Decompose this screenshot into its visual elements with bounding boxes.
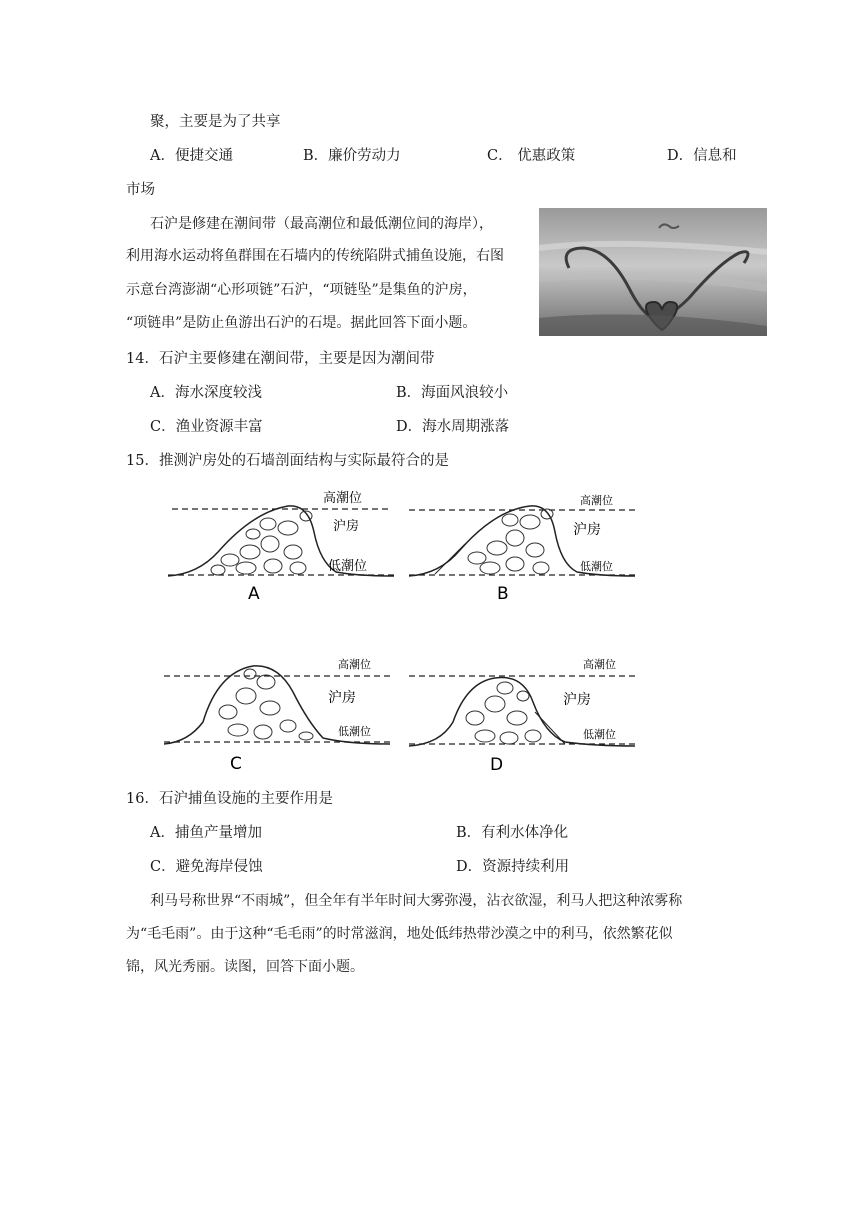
panel-letter-d: D: [490, 755, 504, 775]
house-label: 沪房: [328, 690, 356, 706]
high-tide-label: 高潮位: [580, 494, 613, 507]
q14-option-a: A．海水深度较浅: [150, 385, 262, 401]
intro-line: 示意台湾澎湖“心形项链”石沪，“项链坠”是集鱼的沪房，: [126, 282, 477, 298]
lima-line: 利马号称世界“不雨城”，但全年有半年时间大雾弥漫，沾衣欲湿，利马人把这种浓雾称: [150, 893, 683, 909]
lima-line: 锦，风光秀丽。读图，回答下面小题。: [126, 959, 364, 975]
option-a: A．便捷交通: [150, 148, 233, 164]
low-tide-label: 低潮位: [338, 725, 371, 738]
text-line: 聚，主要是为了共享: [150, 114, 281, 130]
intro-line: 利用海水运动将鱼群围在石墙内的传统陷阱式捕鱼设施，右图: [126, 248, 504, 264]
high-tide-label: 高潮位: [583, 658, 616, 671]
q14-option-d: D．海水周期涨落: [396, 419, 510, 435]
text-line: 市场: [126, 182, 155, 198]
panel-letter-b: B: [497, 584, 509, 604]
panel-letter-c: C: [230, 754, 242, 774]
low-tide-label: 低潮位: [328, 559, 368, 574]
stone-weir-photo: [539, 208, 767, 336]
house-label: 沪房: [573, 522, 601, 538]
question-14-stem: 14．石沪主要修建在潮间带，主要是因为潮间带: [126, 351, 435, 367]
q16-option-b: B．有利水体净化: [456, 825, 569, 841]
high-tide-label: 高潮位: [323, 491, 363, 506]
intro-line: “项链串”是防止鱼游出石沪的石堤。据此回答下面小题。: [126, 315, 477, 331]
option-c: C． 优惠政策: [487, 148, 576, 164]
q16-option-a: A．捕鱼产量增加: [150, 825, 262, 841]
panel-letter-a: A: [248, 584, 260, 604]
low-tide-label: 低潮位: [583, 728, 616, 741]
profile-diagram-c: [158, 652, 398, 777]
option-d: D．信息和: [667, 148, 737, 164]
profile-diagram-a: [158, 482, 398, 607]
high-tide-label: 高潮位: [338, 658, 371, 671]
intro-line: 石沪是修建在潮间带（最高潮位和最低潮位间的海岸），: [150, 216, 493, 232]
question-16-stem: 16．石沪捕鱼设施的主要作用是: [126, 791, 333, 807]
low-tide-label: 低潮位: [580, 560, 613, 573]
q14-option-b: B．海面风浪较小: [396, 385, 509, 401]
profile-diagram-d: [405, 652, 645, 777]
q14-option-c: C．渔业资源丰富: [150, 419, 263, 435]
house-label: 沪房: [563, 692, 591, 708]
q16-option-d: D．资源持续利用: [456, 859, 570, 875]
question-15-stem: 15．推测沪房处的石墙剖面结构与实际最符合的是: [126, 453, 449, 469]
option-b: B．廉价劳动力: [303, 148, 401, 164]
house-label: 沪房: [333, 519, 360, 534]
profile-diagram-b: [405, 482, 645, 607]
lima-line: 为“毛毛雨”。由于这种“毛毛雨”的时常滋润，地处低纬热带沙漠之中的利马，依然繁花似: [126, 926, 673, 942]
q16-option-c: C．避免海岸侵蚀: [150, 859, 263, 875]
